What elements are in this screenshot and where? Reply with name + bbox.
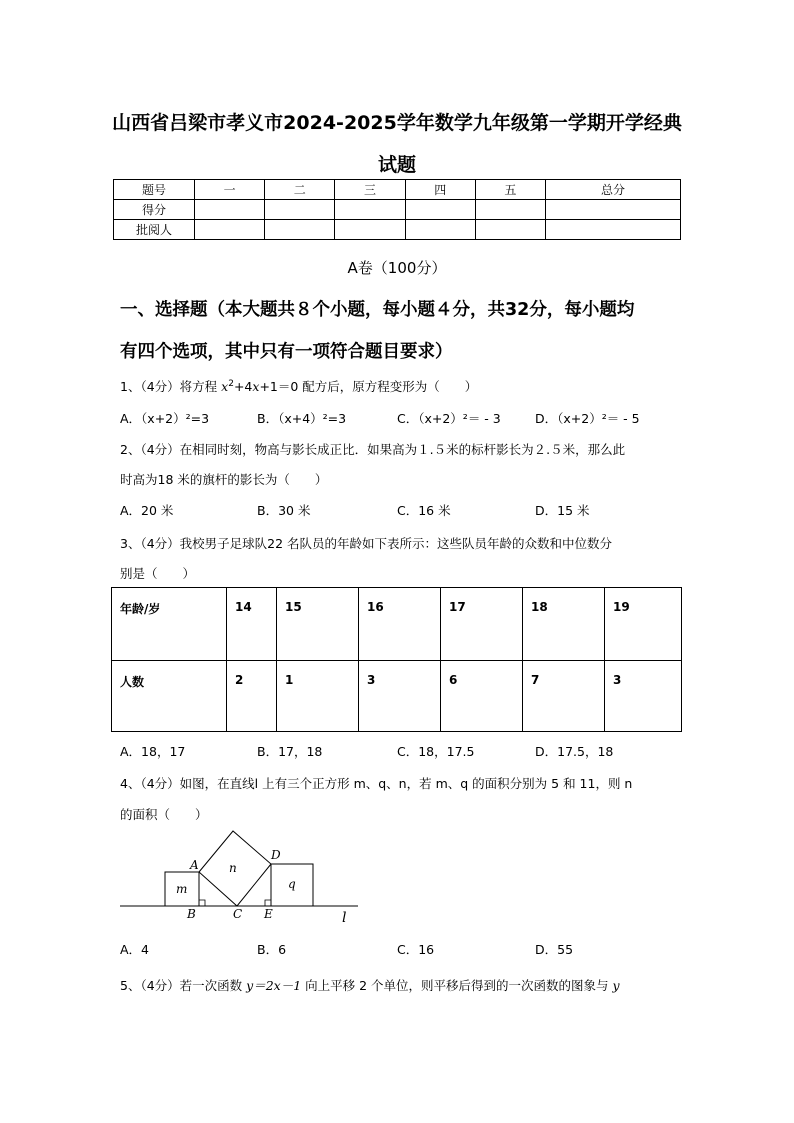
question-1: 1、（4分）将方程 $x^2+4x+1=0$ 配方后，原方程变形为（ ） <box>120 378 478 394</box>
question-5 <box>120 976 620 994</box>
label-e: E <box>264 907 273 921</box>
q2-option-a[interactable]: A．20 米 <box>120 503 174 518</box>
q5-prefix: 5、（4分）若一次函数 <box>120 978 247 993</box>
label-m: m <box>176 882 188 896</box>
q2-option-b[interactable]: B．30 米 <box>257 503 311 518</box>
age-cell: 17 <box>441 588 523 661</box>
age-cell: 16 <box>359 588 441 661</box>
score-header-cell: 题号 <box>114 180 195 200</box>
q5-tail: y <box>612 978 620 993</box>
q1-suffix: 配方后，原方程变形为（ ） <box>298 379 478 394</box>
q1-var2: x <box>252 379 260 394</box>
question-2: 2、（4分）在相同时刻，物高与影长成正比．如果高为１.５米的标杆影长为２.５米，那么此 <box>120 442 626 457</box>
q1-var: x <box>221 379 229 394</box>
score-header-cell: 四 <box>405 180 475 200</box>
page-title: 山西省吕梁市孝义市2024-2025学年数学九年级第一学期开学经典 <box>112 112 682 134</box>
q5-suffix: 向上平移 2 个单位，则平移后得到的一次函数的图象与 <box>301 978 613 993</box>
age-cell: 14 <box>227 588 277 661</box>
label-a: A <box>190 858 199 872</box>
question-4-cont: 的面积（ ） <box>120 807 208 822</box>
question-3-cont: 别是（ ） <box>120 566 196 581</box>
label-d: D <box>271 848 281 862</box>
age-cell: 15 <box>277 588 359 661</box>
q4-option-b[interactable]: B．6 <box>257 942 287 957</box>
q3-option-a[interactable]: A．18，17 <box>120 744 186 759</box>
q3-option-b[interactable]: B．17，18 <box>257 744 323 759</box>
label-n: n <box>229 861 237 875</box>
q3-option-d[interactable]: D．17.5，18 <box>535 744 614 759</box>
count-cell: 7 <box>523 661 605 732</box>
label-q: q <box>288 877 296 891</box>
section-heading: 一、选择题（本大题共８个小题，每小题４分，共32分，每小题均 <box>120 300 635 320</box>
q1-eq-end: +1＝0 <box>259 379 299 394</box>
question-4: 4、（4分）如图，在直线l 上有三个正方形 m、q、n，若 m、q 的面积分别为 5 和 11，则 n <box>120 776 633 791</box>
q1-option-c[interactable]: C．（x+2）²＝ - 3 <box>397 411 501 426</box>
count-cell: 6 <box>441 661 523 732</box>
q1-option-b[interactable]: B．（x+4）²=3 <box>257 411 347 426</box>
label-b: B <box>187 907 196 921</box>
score-header-cell: 三 <box>335 180 405 200</box>
q1-option-d[interactable]: D．（x+2）²＝ - 5 <box>535 411 640 426</box>
count-cell: 2 <box>227 661 277 732</box>
q3-option-c[interactable]: C．18，17.5 <box>397 744 475 759</box>
age-cell: 19 <box>605 588 682 661</box>
score-row-label: 得分 <box>114 200 195 220</box>
reviewer-row-label: 批阅人 <box>114 220 195 240</box>
q2-option-c[interactable]: C．16 米 <box>397 503 451 518</box>
count-cell: 3 <box>605 661 682 732</box>
q5-function: y＝2x－1 <box>246 978 302 993</box>
label-c: C <box>233 907 243 921</box>
right-angle-b <box>199 900 205 906</box>
page-title-cont: 试题 <box>377 154 416 176</box>
score-header-cell: 二 <box>265 180 335 200</box>
score-header-cell: 一 <box>195 180 265 200</box>
q1-eq-mid: +4 <box>233 379 253 394</box>
label-l: l <box>342 910 347 926</box>
q1-option-a[interactable]: A．（x+2）²=3 <box>120 411 210 426</box>
question-3: 3、（4分）我校男子足球队22 名队员的年龄如下表所示：这些队员年龄的众数和中位数分 <box>120 536 613 551</box>
count-cell: 人数 <box>112 661 227 732</box>
q4-option-a[interactable]: A．4 <box>120 942 150 957</box>
q4-option-c[interactable]: C．16 <box>397 942 435 957</box>
q4-option-d[interactable]: D．55 <box>535 942 574 957</box>
age-cell: 18 <box>523 588 605 661</box>
count-cell: 3 <box>359 661 441 732</box>
score-header-cell: 五 <box>475 180 545 200</box>
q1-prefix: 1、（4分）将方程 <box>120 379 222 394</box>
section-heading-cont: 有四个选项，其中只有一项符合题目要求） <box>120 342 453 362</box>
q2-option-d[interactable]: D．15 米 <box>535 503 590 518</box>
age-cell: 年龄/岁 <box>112 588 227 661</box>
count-cell: 1 <box>277 661 359 732</box>
paper-label: A卷（100分） <box>347 259 447 277</box>
right-angle-e <box>265 900 271 906</box>
score-header-cell: 总分 <box>546 180 681 200</box>
question-2-cont: 时高为18 米的旗杆的影长为（ ） <box>120 472 328 487</box>
